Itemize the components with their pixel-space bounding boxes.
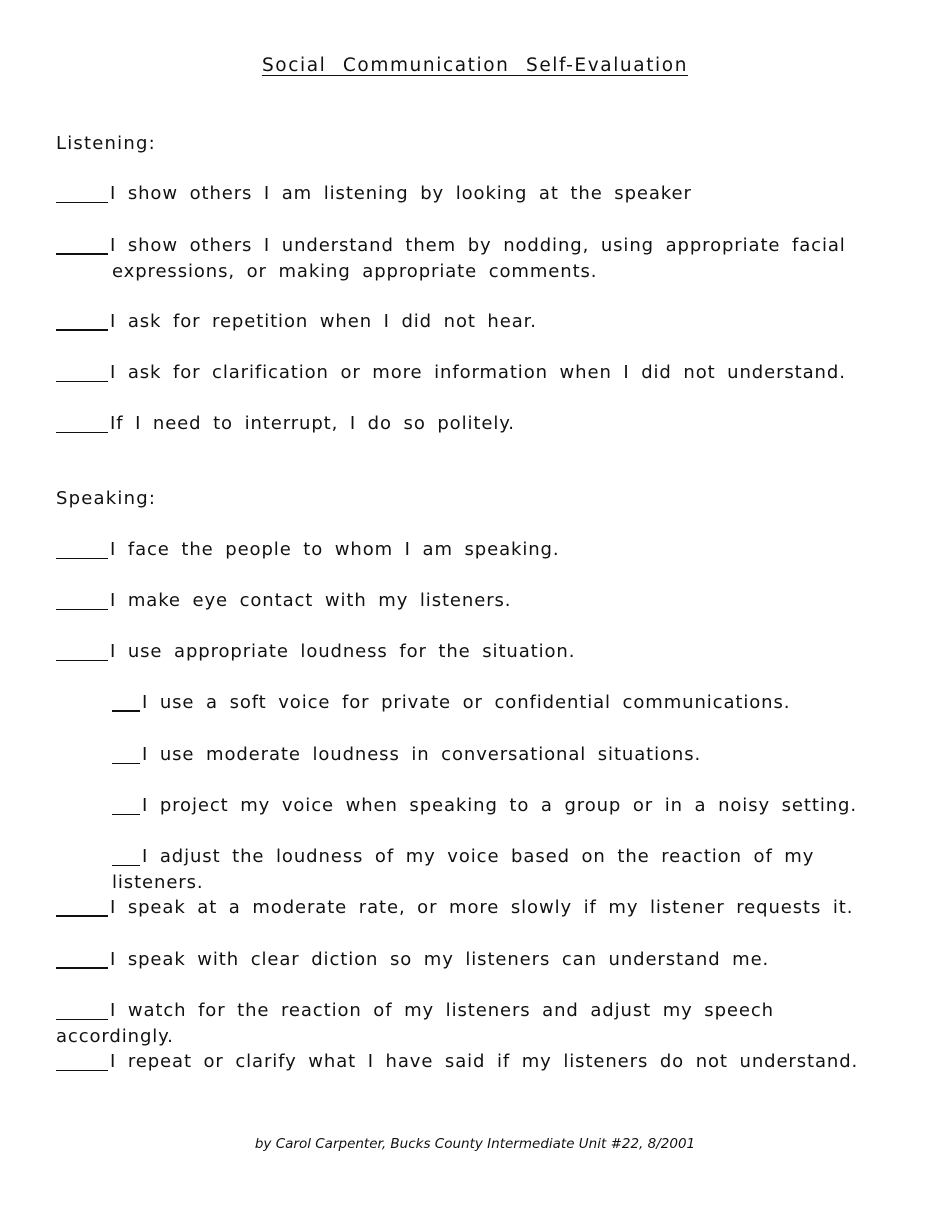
answer-blank[interactable] [56, 1001, 108, 1020]
speaking-item [56, 639, 876, 665]
listening-item [56, 181, 876, 207]
answer-blank[interactable] [112, 847, 140, 866]
item-text: I watch for the reaction of my listeners and adjust my speech accordingly. [56, 1000, 774, 1047]
answer-blank[interactable] [112, 692, 140, 712]
page-title [0, 55, 950, 76]
listening-item [56, 309, 876, 335]
item-text: I ask for repetition when I did not hear. [110, 311, 537, 332]
answer-blank[interactable] [56, 1052, 108, 1071]
answer-blank[interactable] [112, 745, 140, 764]
speaking-item [56, 998, 876, 1050]
answer-blank[interactable] [56, 642, 108, 661]
answer-blank[interactable] [56, 414, 108, 433]
answer-blank[interactable] [56, 897, 108, 917]
item-text: I make eye contact with my listeners. [110, 590, 512, 611]
answer-blank[interactable] [56, 540, 108, 559]
speaking-item [56, 537, 876, 563]
answer-blank[interactable] [56, 591, 108, 610]
loudness-subitem [112, 690, 872, 716]
listening-item [56, 411, 876, 437]
speaking-item [56, 895, 876, 921]
item-text: I face the people to whom I am speaking. [110, 539, 560, 560]
answer-blank[interactable] [56, 235, 108, 255]
item-text: I use moderate loudness in conversational situations. [142, 744, 702, 765]
item-text: If I need to interrupt, I do so politely. [110, 413, 515, 434]
speaking-item [56, 1049, 876, 1075]
item-text: I show others I am listening by looking at the speaker [110, 183, 692, 204]
item-text: I speak with clear diction so my listeners can understand me. [110, 949, 770, 970]
loudness-subitem [112, 742, 872, 768]
item-text: I adjust the loudness of my voice based on the reaction of my listeners. [112, 846, 815, 893]
item-text: I show others I understand them by nodding, using appropriate facial [110, 235, 846, 256]
loudness-subitem [112, 793, 872, 819]
item-text: I project my voice when speaking to a group or in a noisy setting. [142, 795, 857, 816]
answer-blank[interactable] [56, 363, 108, 382]
item-text: I use a soft voice for private or confidential communications. [142, 692, 791, 713]
item-text: I use appropriate loudness for the situation. [110, 641, 576, 662]
speaking-item [56, 947, 876, 973]
item-text: I repeat or clarify what I have said if my listeners do not understand. [110, 1051, 859, 1072]
item-text: I speak at a moderate rate, or more slowly if my listener requests it. [110, 897, 854, 918]
loudness-subitem [112, 844, 872, 896]
item-text-continuation: expressions, or making appropriate comments. [112, 261, 598, 282]
answer-blank[interactable] [56, 311, 108, 331]
page-title-text: Social Communication Self-Evaluation [261, 55, 689, 76]
answer-blank[interactable] [112, 796, 140, 815]
author-credit: by Carol Carpenter, Bucks County Intermediate Unit #22, 8/2001 [254, 1136, 696, 1152]
item-text: I ask for clarification or more information when I did not understand. [110, 362, 846, 383]
answer-blank[interactable] [56, 949, 108, 969]
speaking-heading: Speaking: [56, 488, 157, 509]
listening-item [56, 360, 876, 386]
listening-item [56, 233, 876, 285]
answer-blank[interactable] [56, 184, 108, 203]
speaking-item [56, 588, 876, 614]
listening-heading: Listening: [56, 133, 156, 154]
